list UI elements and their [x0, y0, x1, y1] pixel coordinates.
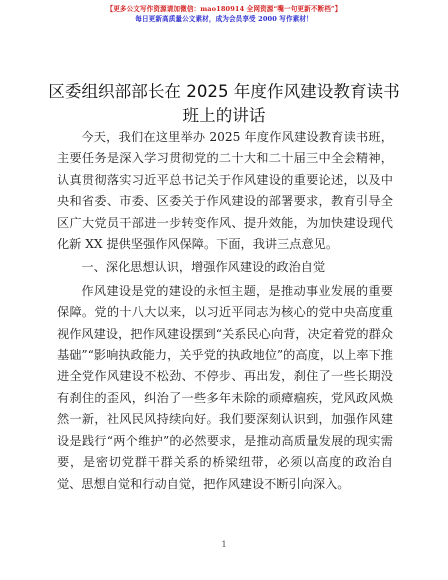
- section-paragraph: 作风建设是党的建设的永恒主题，是推动事业发展的重要保障。党的十八大以来，以习近平同志为核心的党中央高度重视作风建设，把作风建设摆到“关系民心向背，决定着党的群众基础”“影响执政能力，关乎党的执政地位”的高度，以上率下推进全党作风建设不松劲、不停步、再出发，刹住了一些长期没有刹住的歪风，纠治了一些多年未除的顽瘴痼疾，党风政风焕然一新，社风民风持续向好。我们要深刻认识到，加强作风建设是践行“两个维护”的必然要求，是推动高质量发展的现实需要，是密切党群干群关系的桥梁纽带，必须以高度的政治自觉、思想自觉和行动自觉，把作风建设不断引向深入。: [57, 283, 393, 491]
- promo-line-blue: 每日更新高质量公文素材，成为会员享受 2000 写作素材！: [135, 15, 313, 23]
- promo-banner: [0, 4, 448, 24]
- promo-line-red: 【更多公文写作资源请加微信：mao180914 全网资源“嘴一句更新不断档”】: [106, 5, 342, 13]
- document-title: 区委组织部部长在 2025 年度作风建设教育读书班上的讲话: [48, 82, 400, 125]
- section-heading: 一、深化思想认识，增强作风建设的政治自觉: [81, 260, 326, 275]
- page-number: 1: [221, 540, 227, 549]
- document-body: [57, 127, 393, 495]
- intro-paragraph: 今天，我们在这里举办 2025 年度作风建设教育读书班，主要任务是深入学习贯彻党的二十大和二十届三中全会精神，认真贯彻落实习近平总书记关于作风建设的重要论述，以及中央和省委、市委、区委关于作风建设的部署要求，教育引导全区广大党员干部进一步转变作风、提升效能，为加快建设现代化新 XX 提供坚强作风保障。下面，我讲三点意见。: [57, 130, 393, 252]
